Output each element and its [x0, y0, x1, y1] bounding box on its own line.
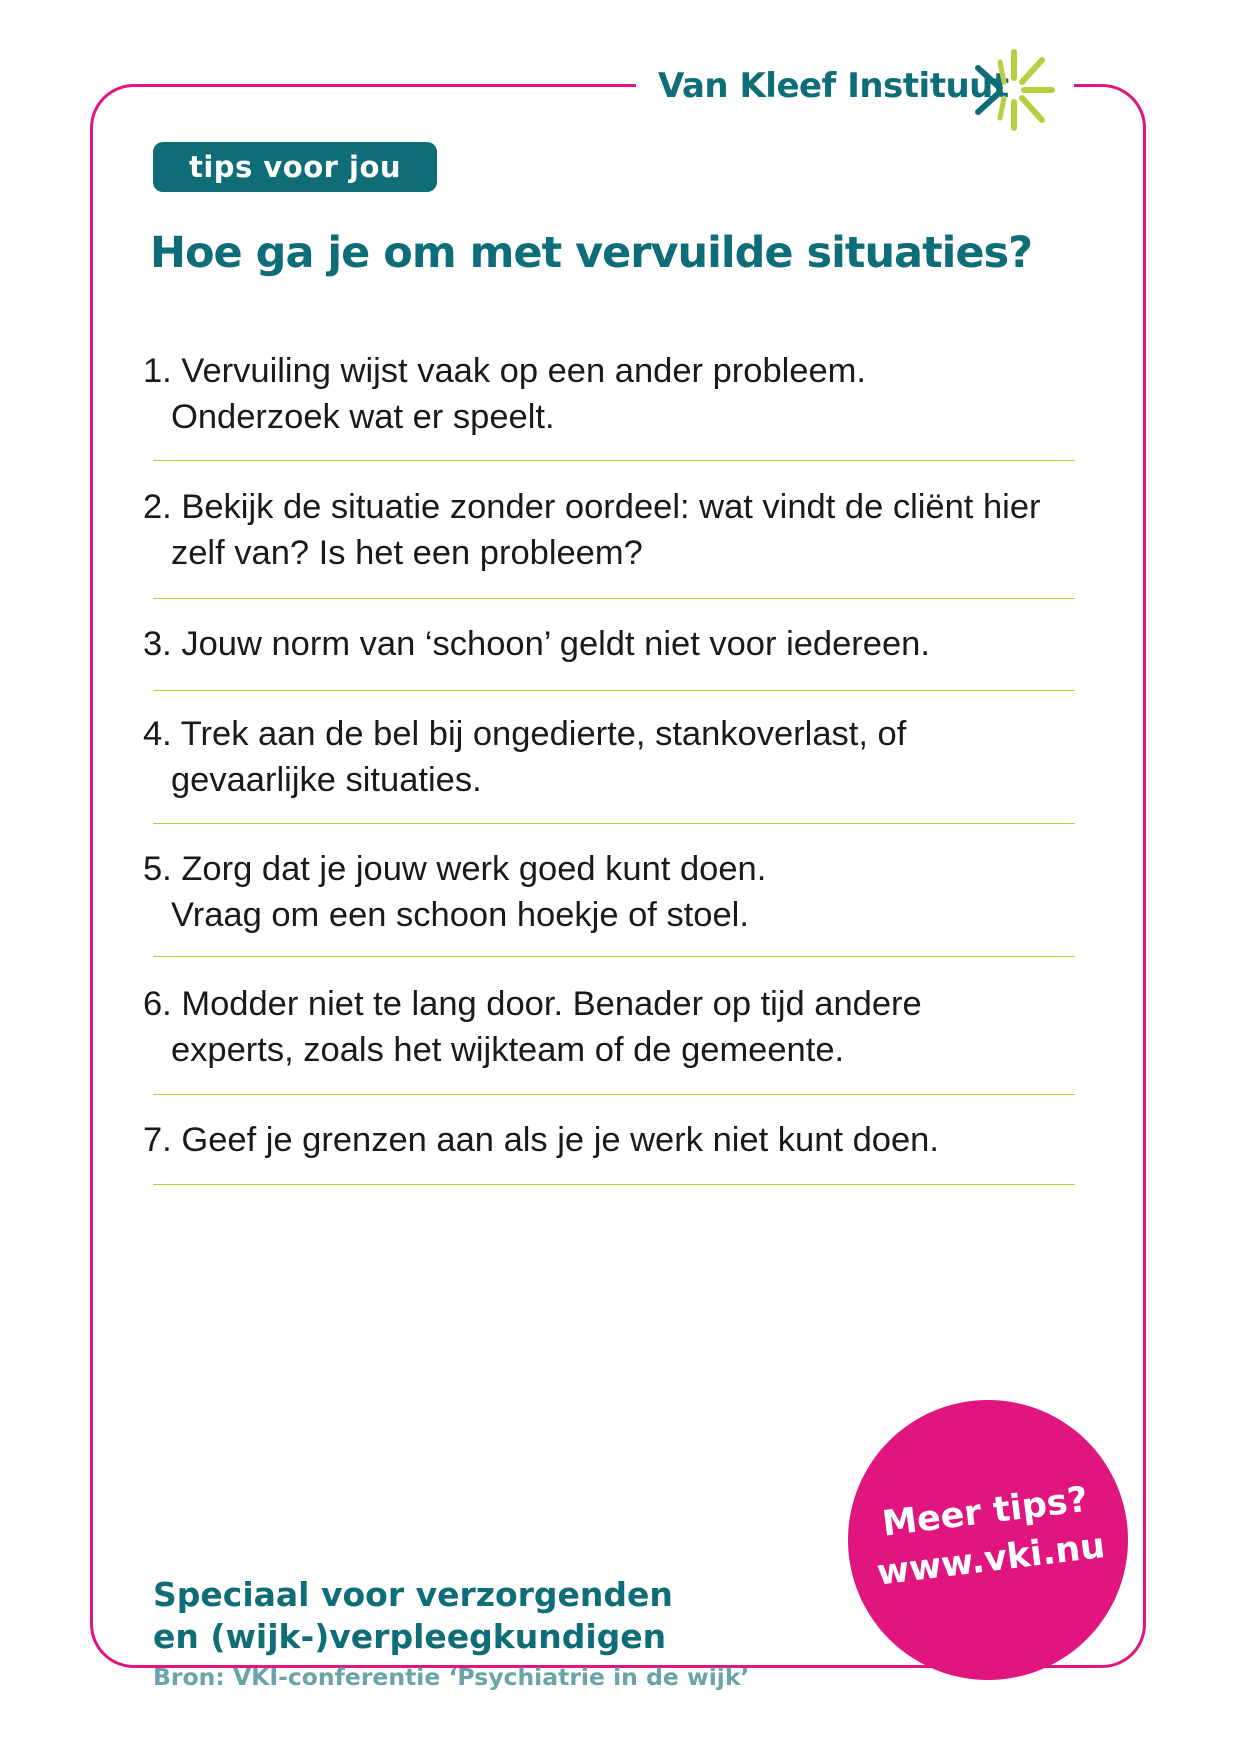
tip-item: [143, 621, 1083, 667]
tip-line: 1. Vervuiling wijst vaak op een ander probleem.: [143, 352, 867, 390]
source-note: Bron: VKI-conferentie ‘Psychiatrie in de wijk’: [153, 1663, 750, 1691]
tip-item: [143, 348, 1083, 440]
promo-line: Meer tips?: [880, 1479, 1091, 1545]
tip-line: gevaarlijke situaties.: [171, 761, 482, 799]
audience-heading: [153, 1574, 681, 1658]
tips-tag: tips voor jou: [153, 142, 437, 192]
divider: [153, 1094, 1075, 1095]
promo-badge[interactable]: [848, 1400, 1128, 1680]
tip-item: [143, 711, 1083, 803]
divider: [153, 598, 1075, 599]
divider: [153, 460, 1075, 461]
vki-burst-logo-icon: [972, 48, 1056, 132]
tip-line: Vraag om een schoon hoekje of stoel.: [171, 896, 749, 934]
audience-line: Speciaal voor verzorgenden: [153, 1575, 673, 1614]
tip-line: 4. Trek aan de bel bij ongedierte, stankoverlast, of: [143, 715, 907, 753]
tip-item: [143, 1117, 1083, 1163]
tip-item: [143, 484, 1083, 576]
audience-line: en (wijk-)verpleegkundigen: [153, 1617, 667, 1656]
tip-line: experts, zoals het wijkteam of de gemeente.: [171, 1031, 845, 1069]
tip-line: 2. Bekijk de situatie zonder oordeel: wat vindt de cliënt hier: [143, 488, 1041, 526]
promo-text: [843, 1471, 1133, 1600]
tip-line: 3. Jouw norm van ‘schoon’ geldt niet voor iedereen.: [143, 625, 930, 663]
tip-line: 5. Zorg dat je jouw werk goed kunt doen.: [143, 850, 767, 888]
divider: [153, 690, 1075, 691]
tip-line: 7. Geef je grenzen aan als je je werk niet kunt doen.: [143, 1121, 939, 1159]
promo-link[interactable]: www.vki.nu: [874, 1525, 1108, 1594]
tip-line: Onderzoek wat er speelt.: [171, 398, 555, 436]
tip-line: 6. Modder niet te lang door. Benader op tijd andere: [143, 985, 922, 1023]
divider: [153, 1184, 1075, 1185]
tip-item: [143, 846, 1083, 938]
divider: [153, 956, 1075, 957]
divider: [153, 823, 1075, 824]
brand-logo: [636, 46, 1074, 130]
tip-line: zelf van? Is het een probleem?: [171, 534, 643, 572]
tip-item: [143, 981, 1083, 1073]
brand-name: Van Kleef Instituut: [658, 66, 1009, 106]
page-title: Hoe ga je om met vervuilde situaties?: [150, 228, 1033, 278]
